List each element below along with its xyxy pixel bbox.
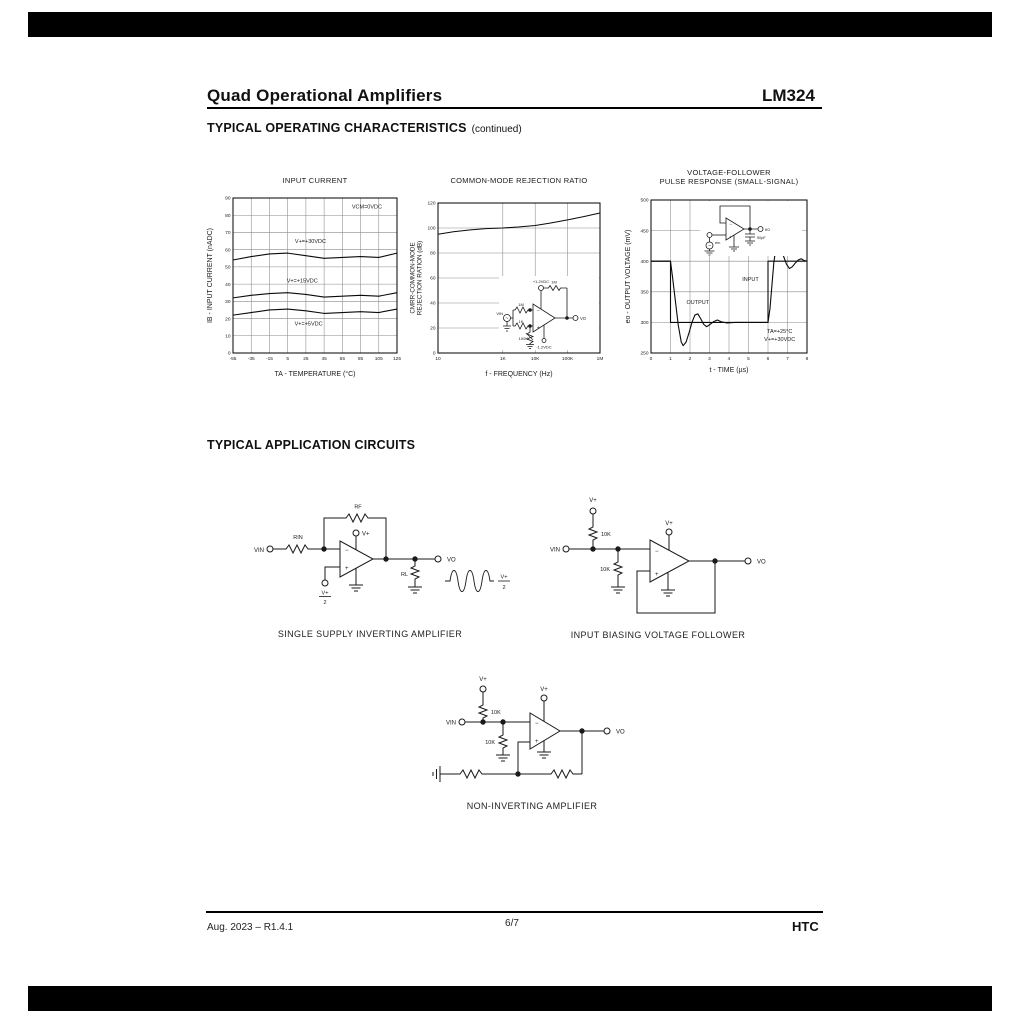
footer-revision: Aug. 2023 – R1.4.1 [207, 922, 294, 933]
supply-terminal [480, 686, 486, 692]
ein-label: ein [715, 240, 721, 245]
scan-bar-bottom [28, 986, 992, 1011]
x-tick-label: 1K [499, 357, 506, 362]
junction-dot [413, 557, 417, 561]
input-terminal [267, 546, 273, 552]
series-V+=+30VDC [233, 253, 397, 260]
rin-label: RIN [293, 535, 303, 541]
vin-label: VIN [496, 311, 503, 316]
wire [325, 567, 340, 580]
vplus-label: V+ [540, 687, 548, 693]
r2-label: 10K [485, 740, 495, 746]
x-tick-label: 10K [530, 357, 540, 362]
plus-input: + [345, 566, 349, 572]
junction-dot [591, 547, 595, 551]
junction-dot [516, 772, 520, 776]
pulldown-resistor-ground [611, 549, 625, 593]
part-number: LM324 [762, 86, 815, 105]
resistor-rin [283, 545, 313, 553]
x-axis-label: TA - TEMPERATURE (°C) [274, 371, 356, 378]
vplus-label: V+ [479, 677, 487, 683]
circuit1-caption: SINGLE SUPPLY INVERTING AMPLIFIER [277, 629, 463, 639]
r1-label: 10K [491, 710, 501, 716]
circuit-voltage-follower [550, 480, 820, 630]
junction-dot [529, 309, 532, 312]
x-tick-label: -55 [229, 357, 237, 362]
x-tick-label: 5 [747, 357, 750, 362]
x-tick-label: 100K [561, 357, 574, 362]
y-tick-label: 70 [225, 231, 231, 237]
r2-label: 10K [600, 567, 610, 573]
supply-terminal [353, 530, 359, 536]
input-terminal [563, 546, 569, 552]
supply-terminal [590, 508, 596, 514]
y-tick-label: 60 [430, 276, 436, 282]
junction-dot [384, 557, 388, 561]
x-tick-label: 125 [392, 357, 402, 362]
y-tick-label: 300 [640, 321, 649, 327]
x-tick-label: 2 [688, 357, 692, 362]
scan-bar-top [28, 12, 992, 37]
chart-title: VOLTAGE-FOLLOWER [687, 168, 771, 177]
y-tick-label: 250 [640, 351, 649, 357]
series-V+=+15VDC [233, 293, 397, 298]
minus-input: − [729, 221, 733, 227]
input-terminal [459, 719, 465, 725]
ground-symbol [349, 568, 363, 591]
footer-brand: HTC [792, 919, 819, 934]
y-axis-label: IB - INPUT CURRENT (nADC) [207, 227, 214, 324]
junction-dot [616, 547, 620, 551]
vo-label: VO [447, 557, 456, 564]
y-axis-label: eo - OUTPUT VOLTAGE (mV) [625, 229, 632, 324]
pot-label: 100K [518, 336, 528, 341]
x-tick-label: -15 [265, 357, 273, 362]
junction-dot [501, 720, 505, 724]
y-tick-label: 120 [427, 201, 436, 207]
y-tick-label: 50 [225, 265, 231, 271]
output-terminal [435, 556, 441, 562]
supply-terminal [666, 529, 672, 535]
y-tick-label: 0 [432, 351, 436, 357]
sine-symbol: ~ [708, 243, 711, 250]
chart-title: COMMON-MODE REJECTION RATIO [450, 176, 588, 185]
ground-symbol [661, 572, 675, 596]
vplus-label: V+ [665, 521, 673, 527]
circuit1-wires [267, 514, 510, 597]
x-tick-label: 7 [786, 357, 789, 362]
vplus-label: V+ [589, 498, 597, 504]
plus-input: + [729, 234, 733, 240]
x-tick-label: 4 [727, 357, 731, 362]
circuit2-wires [563, 508, 751, 613]
x-tick-label: 10 [435, 357, 441, 362]
junction-dot [529, 325, 532, 328]
y-tick-label: 80 [430, 251, 436, 257]
supply-terminal [541, 695, 547, 701]
section1-title: TYPICAL OPERATING CHARACTERISTICS [207, 121, 467, 135]
junction-dot [481, 720, 485, 724]
minus-input: − [535, 721, 539, 727]
vhalf-numerator: V+ [321, 590, 329, 597]
annotation: V+=+30VDC [294, 238, 326, 245]
x-tick-label: -35 [247, 357, 255, 362]
series-V+=+5VDC [233, 309, 397, 315]
footer-page-number: 6/7 [505, 918, 519, 929]
eo-label: eo [765, 227, 770, 232]
pullup-resistor [479, 692, 487, 722]
x-tick-label: 45 [321, 357, 327, 362]
wave-level-denominator: 2 [502, 585, 506, 591]
y-tick-label: 40 [225, 282, 231, 288]
x-tick-label: 1 [669, 357, 672, 362]
section-application-circuits: TYPICAL APPLICATION CIRCUITS [207, 438, 416, 452]
vin-label: VIN [253, 548, 264, 554]
series-CMRR [438, 213, 600, 234]
x-tick-label: 6 [766, 357, 770, 362]
sine-wave-graphic [445, 571, 494, 592]
x-tick-label: 65 [339, 357, 346, 362]
vplus-label: +1.2VDC [532, 279, 550, 284]
x-tick-label: 5 [286, 357, 290, 362]
resistor-rf [343, 514, 373, 522]
sine-symbol: ~ [505, 316, 509, 322]
chart-title: INPUT CURRENT [282, 176, 348, 185]
annotation: OUTPUT [686, 300, 710, 307]
x-tick-label: 25 [303, 357, 309, 362]
rf-label: RF [354, 504, 362, 511]
y-tick-label: 90 [225, 196, 231, 202]
feedback-wire [637, 561, 715, 613]
pullup-resistor [589, 514, 597, 549]
y-tick-label: 500 [640, 198, 649, 204]
bias-terminal [322, 580, 328, 586]
cmrr-test-circuit-inset [497, 276, 601, 354]
minus-input: − [655, 549, 659, 555]
x-tick-label: 0 [649, 357, 653, 362]
output-terminal [745, 558, 751, 564]
y-tick-label: 100 [427, 226, 436, 232]
junction-dot [713, 559, 717, 563]
header-rule [207, 107, 822, 109]
wave-level-numerator: V+ [500, 574, 508, 581]
junction-dot [566, 317, 569, 320]
minus-input: − [537, 308, 540, 315]
y-axis-label: CMRR-COMMON-MODE [409, 242, 417, 314]
minus-input: − [345, 548, 349, 554]
chart-title: PULSE RESPONSE (SMALL-SIGNAL) [659, 177, 799, 186]
annotation: INPUT [742, 276, 759, 283]
circuit3-caption: NON-INVERTING AMPLIFIER [466, 801, 598, 811]
annotation: V+=+30VDC [764, 336, 796, 343]
y-tick-label: 80 [225, 213, 231, 219]
plot-border [233, 198, 397, 353]
y-tick-label: 30 [225, 300, 231, 306]
footer-rule [206, 911, 823, 913]
vin-label: VIN [445, 720, 456, 727]
x-tick-label: 1M [596, 357, 604, 362]
y-axis-label: REJECTION RATION (dB) [416, 240, 424, 316]
annotation: V+=+15VDC [286, 278, 318, 285]
x-tick-label: 105 [374, 357, 383, 362]
annotation: TA=+25°C [767, 328, 793, 335]
y-tick-label: 350 [640, 290, 649, 296]
circuit-inverting-amplifier [240, 490, 530, 640]
resistor-label: 1K [518, 319, 524, 324]
page-title: Quad Operational Amplifiers [207, 86, 443, 105]
y-tick-label: 450 [640, 229, 649, 235]
plus-input: + [655, 572, 659, 578]
feedback-wire [373, 518, 386, 559]
x-axis-label: t - TIME (µs) [709, 367, 749, 374]
vin-label: VIN [549, 547, 560, 554]
x-tick-label: 3 [708, 357, 711, 362]
chart-input-current [203, 172, 413, 384]
r1-label: 10K [601, 532, 611, 538]
vo-label: VO [616, 729, 625, 736]
resistor-rl-ground [408, 559, 422, 593]
y-tick-label: 400 [640, 259, 649, 265]
y-tick-label: 20 [430, 326, 436, 332]
x-tick-label: 8 [805, 357, 809, 362]
load-label: 50pF [757, 236, 766, 240]
y-tick-label: 40 [430, 301, 436, 307]
ground-symbol [433, 766, 440, 782]
circuit2-caption: INPUT BIASING VOLTAGE FOLLOWER [570, 630, 746, 640]
x-axis-label: f - FREQUENCY (Hz) [485, 371, 553, 378]
plus-input: + [537, 325, 540, 332]
y-tick-label: 20 [225, 317, 231, 323]
vminus-label: -1.2VDC [536, 344, 552, 350]
vo-label: VO [757, 559, 766, 566]
section-operating-characteristics [207, 119, 522, 137]
wire [518, 742, 530, 774]
plus-input: + [535, 739, 539, 745]
section1-suffix: (continued) [471, 124, 522, 135]
rl-label: RL [400, 572, 408, 578]
output-terminal [604, 728, 610, 734]
y-tick-label: 60 [225, 248, 231, 254]
y-tick-label: 0 [227, 351, 231, 357]
vplus-label: V+ [362, 531, 370, 538]
plot-area [207, 176, 401, 378]
x-tick-label: 85 [357, 357, 364, 362]
annotation: V+=+5VDC [294, 321, 323, 328]
feedback-divider [440, 731, 582, 778]
annotation: VCM=0VDC [351, 204, 382, 211]
circuit3-wires [433, 686, 610, 782]
junction-dot [322, 547, 326, 551]
y-tick-label: 10 [225, 334, 231, 340]
resistor-label: 1M [551, 279, 557, 285]
pulldown-resistor-ground [496, 722, 510, 761]
resistor-label: 1M [518, 302, 524, 307]
follower-test-circuit-inset [698, 194, 808, 260]
vhalf-denominator: 2 [323, 600, 327, 606]
junction-dot [580, 729, 584, 733]
vo-label: VO [580, 316, 587, 321]
